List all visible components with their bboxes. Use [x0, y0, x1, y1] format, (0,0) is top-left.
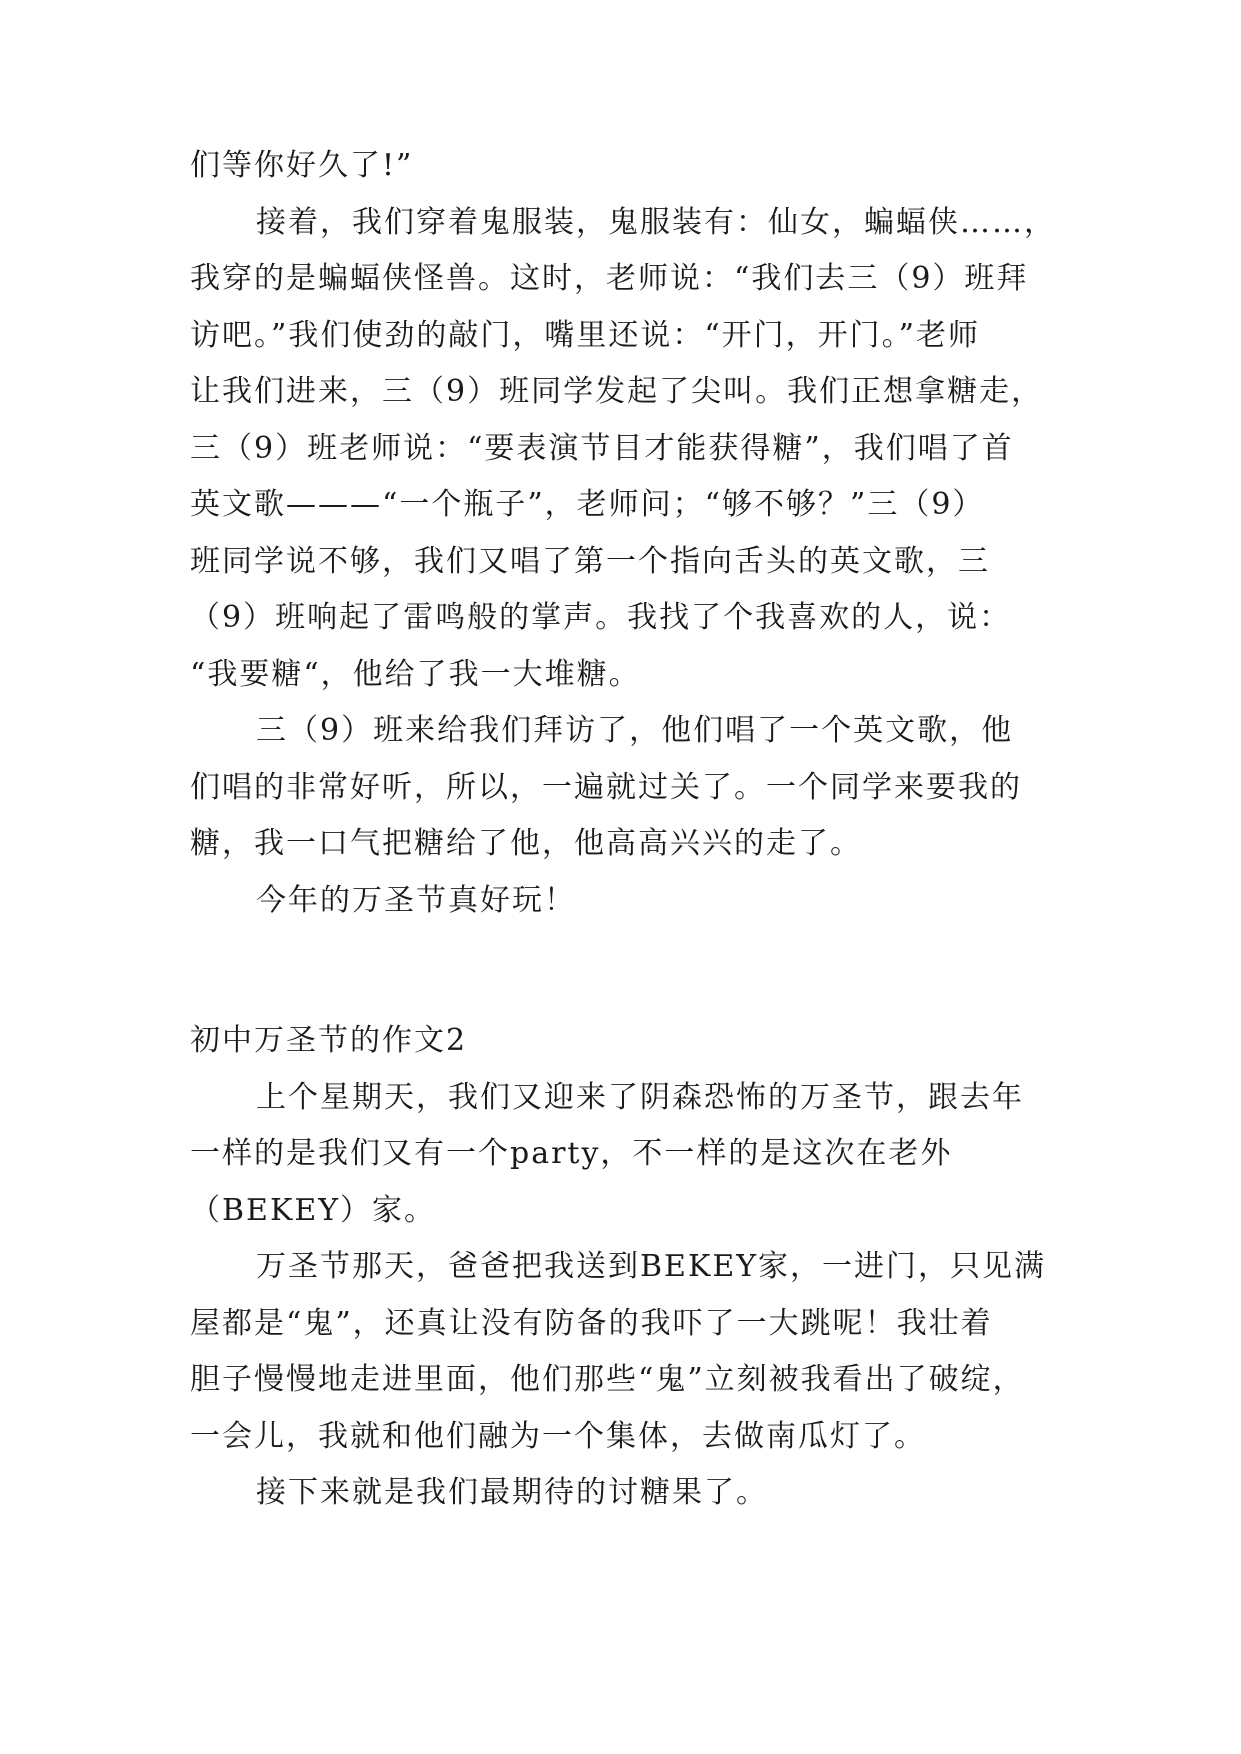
- paragraph-start-line: 今年的万圣节真好玩！: [256, 883, 576, 918]
- text-line: 班同学说不够，我们又唱了第一个指向舌头的英文歌，三: [190, 544, 990, 579]
- paragraph-start-line: 万圣节那天，爸爸把我送到BEKEY家，一进门，只见满: [256, 1249, 1047, 1284]
- paragraph-start-line: 三（9）班来给我们拜访了，他们唱了一个英文歌，他: [256, 713, 1014, 748]
- text-line: 三（9）班老师说：“要表演节目才能获得糖”，我们唱了首: [190, 431, 1014, 466]
- text-line: （BEKEY）家。: [190, 1193, 437, 1228]
- paragraph-start-line: 接着，我们穿着鬼服装，鬼服装有：仙女，蝙蝠侠……，: [256, 205, 1056, 240]
- text-line: 屋都是“鬼”，还真让没有防备的我吓了一大跳呢！我壮着: [190, 1306, 993, 1341]
- text-line: 访吧。”我们使劲的敲门，嘴里还说：“开门，开门。”老师: [190, 318, 981, 353]
- text-line: 糖，我一口气把糖给了他，他高高兴兴的走了。: [190, 826, 862, 861]
- text-line: 一样的是我们又有一个party，不一样的是这次在老外: [190, 1136, 953, 1171]
- section-title: 初中万圣节的作文2: [190, 1023, 468, 1058]
- text-line: 让我们进来，三（9）班同学发起了尖叫。我们正想拿糖走，: [190, 374, 1044, 409]
- text-line: “我要糖“，他给了我一大堆糖。: [190, 657, 641, 692]
- text-line: 英文歌———“一个瓶子”，老师问；“够不够？”三（9）: [190, 487, 985, 522]
- text-line: 一会儿，我就和他们融为一个集体，去做南瓜灯了。: [190, 1419, 926, 1454]
- text-line: 我穿的是蝙蝠侠怪兽。这时，老师说：“我们去三（9）班拜: [190, 261, 1029, 296]
- text-line: （9）班响起了雷鸣般的掌声。我找了个我喜欢的人，说：: [190, 600, 1012, 635]
- text-line: 们唱的非常好听，所以，一遍就过关了。一个同学来要我的: [190, 770, 1022, 805]
- text-line: 们等你好久了!”: [190, 148, 414, 183]
- paragraph-start-line: 上个星期天，我们又迎来了阴森恐怖的万圣节，跟去年: [256, 1080, 1024, 1115]
- text-line: 胆子慢慢地走进里面，他们那些“鬼”立刻被我看出了破绽，: [190, 1362, 1025, 1397]
- paragraph-start-line: 接下来就是我们最期待的讨糖果了。: [256, 1475, 768, 1510]
